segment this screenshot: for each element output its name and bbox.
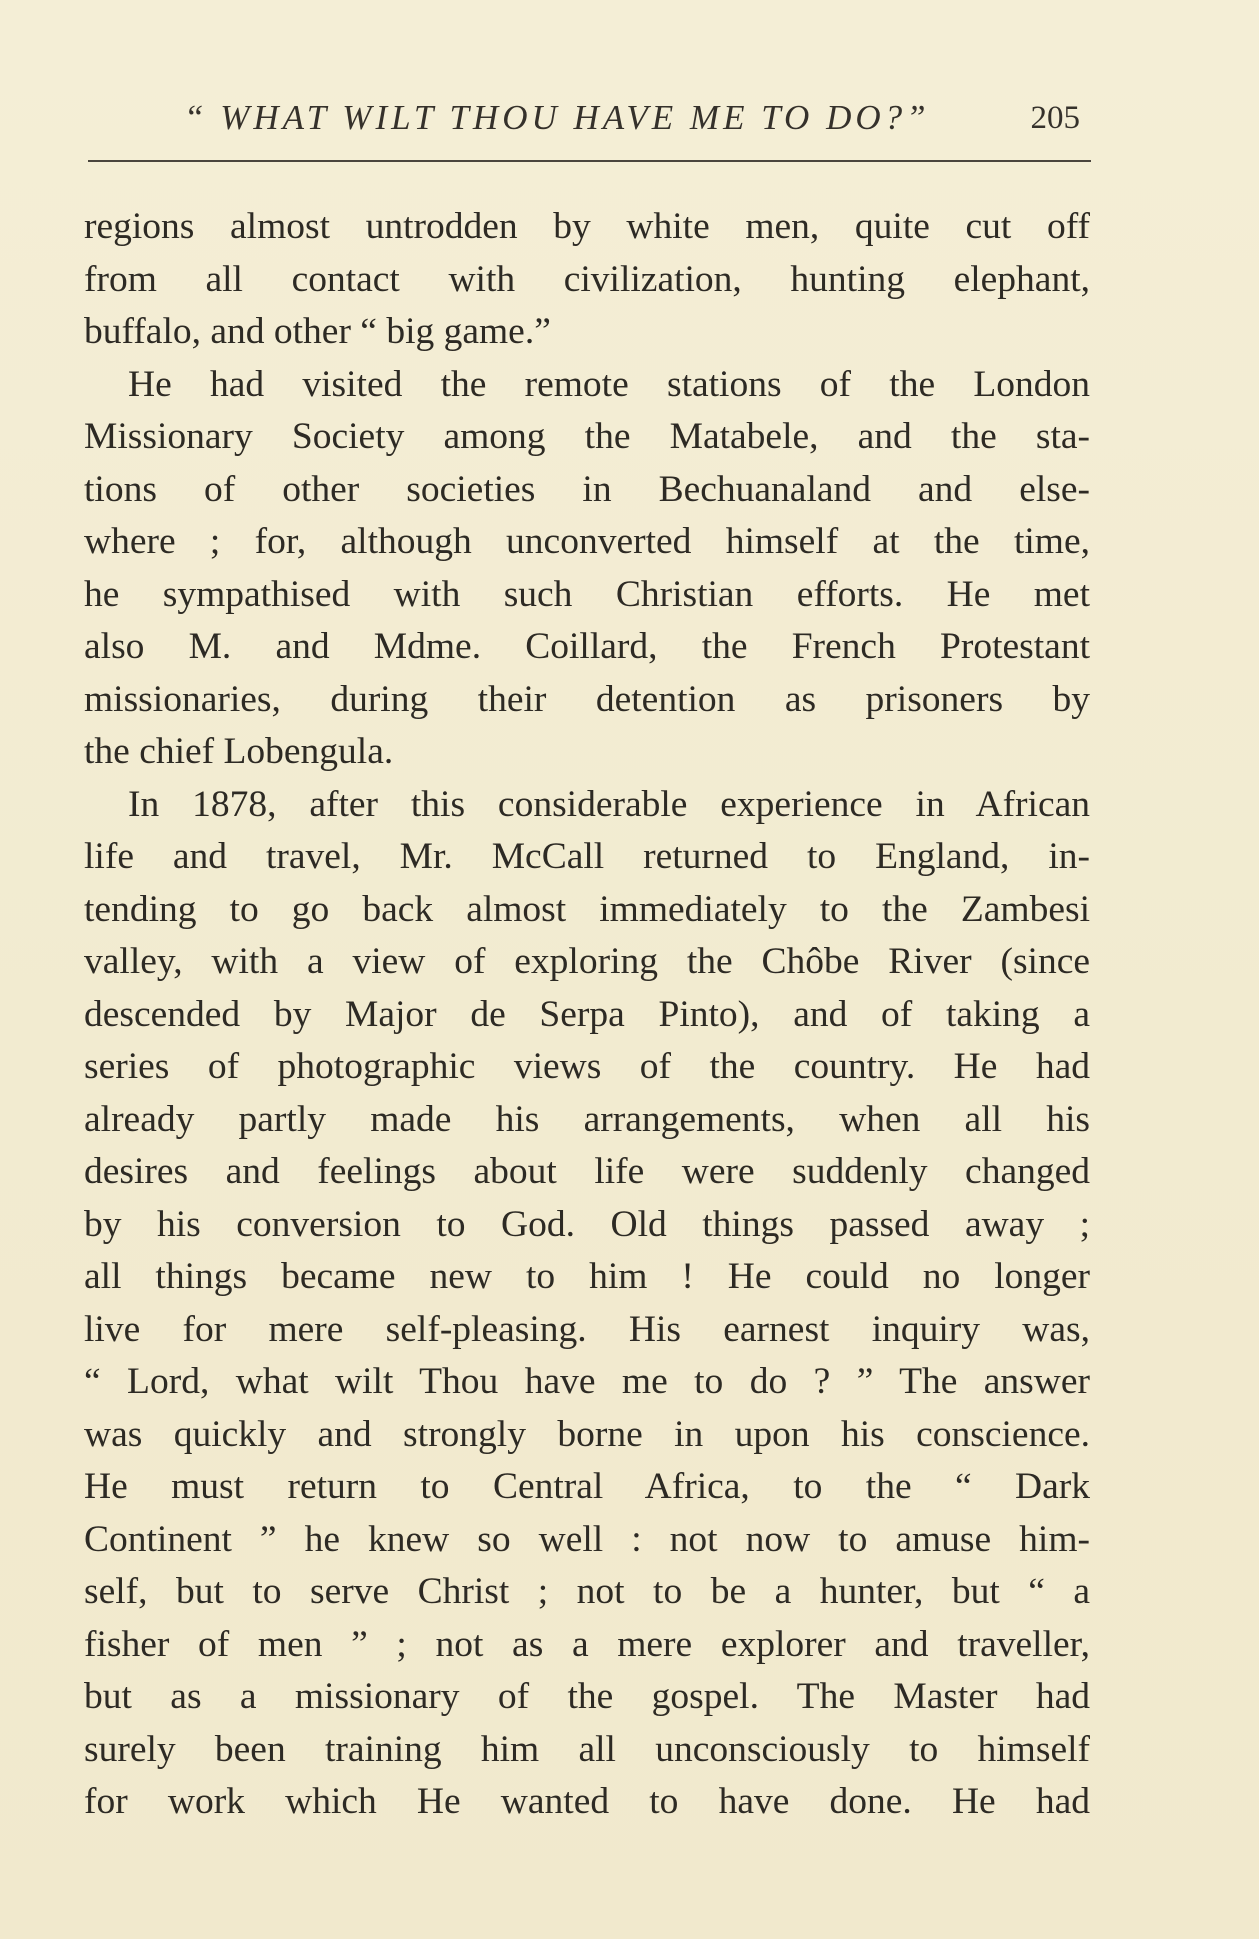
text-line: the chief Lobengula.: [84, 731, 394, 772]
text-line: from all contact with civilization, hunting elephant,: [84, 258, 1090, 300]
text-line: he sympathised with such Christian efforts. He met: [84, 573, 1090, 615]
text-line: “ Lord, what wilt Thou have me to do ? ” The answer: [84, 1361, 1090, 1402]
page-number: 205: [1030, 100, 1080, 136]
text-line: fisher of men ” ; not as a mere explorer and traveller,: [84, 1623, 1090, 1665]
running-title: “ WHAT WILT THOU HAVE ME TO DO?”: [184, 98, 930, 137]
text-line: missionaries, during their detention as prisoners by: [84, 678, 1090, 720]
text-line: tending to go back almost immediately to the Zambesi: [84, 888, 1090, 930]
text-line: regions almost untrodden by white men, quite cut off: [84, 206, 1090, 247]
text-line: He had visited the remote stations of the London: [128, 363, 1090, 405]
text-line: for work which He wanted to have done. He had: [84, 1781, 1090, 1822]
text-line: all things became new to him ! He could no longer: [84, 1256, 1090, 1297]
text-line: by his conversion to God. Old things passed away ;: [84, 1203, 1090, 1245]
text-line: live for mere self-pleasing. His earnest inquiry was,: [84, 1308, 1090, 1350]
page-header: [170, 98, 1090, 144]
text-line: Missionary Society among the Matabele, and the sta-: [84, 416, 1090, 457]
text-line: He must return to Central Africa, to the “ Dark: [84, 1466, 1090, 1507]
text-line: desires and feelings about life were suddenly changed: [84, 1151, 1090, 1192]
header-rule: [88, 160, 1091, 162]
text-line: but as a missionary of the gospel. The Master had: [84, 1676, 1090, 1717]
text-line: In 1878, after this considerable experience in African: [128, 783, 1090, 825]
text-line: already partly made his arrangements, when all his: [84, 1098, 1090, 1140]
text-line: valley, with a view of exploring the Chôbe River (since: [84, 941, 1090, 982]
text-line: Continent ” he knew so well : not now to amuse him-: [84, 1518, 1090, 1560]
text-line: also M. and Mdme. Coillard, the French Protestant: [84, 626, 1090, 667]
body-text: [84, 201, 1090, 1829]
text-line: tions of other societies in Bechuanaland and else-: [84, 468, 1090, 510]
text-line: where ; for, although unconverted himself at the time,: [84, 521, 1090, 562]
text-line: was quickly and strongly borne in upon his conscience.: [84, 1413, 1090, 1455]
text-line: series of photographic views of the country. He had: [84, 1046, 1090, 1087]
text-line: life and travel, Mr. McCall returned to England, in-: [84, 836, 1090, 877]
text-line: surely been training him all unconsciously to himself: [84, 1728, 1090, 1770]
text-line: self, but to serve Christ ; not to be a hunter, but “ a: [84, 1571, 1090, 1612]
text-line: buffalo, and other “ big game.”: [84, 311, 551, 352]
text-line: descended by Major de Serpa Pinto), and of taking a: [84, 993, 1090, 1035]
